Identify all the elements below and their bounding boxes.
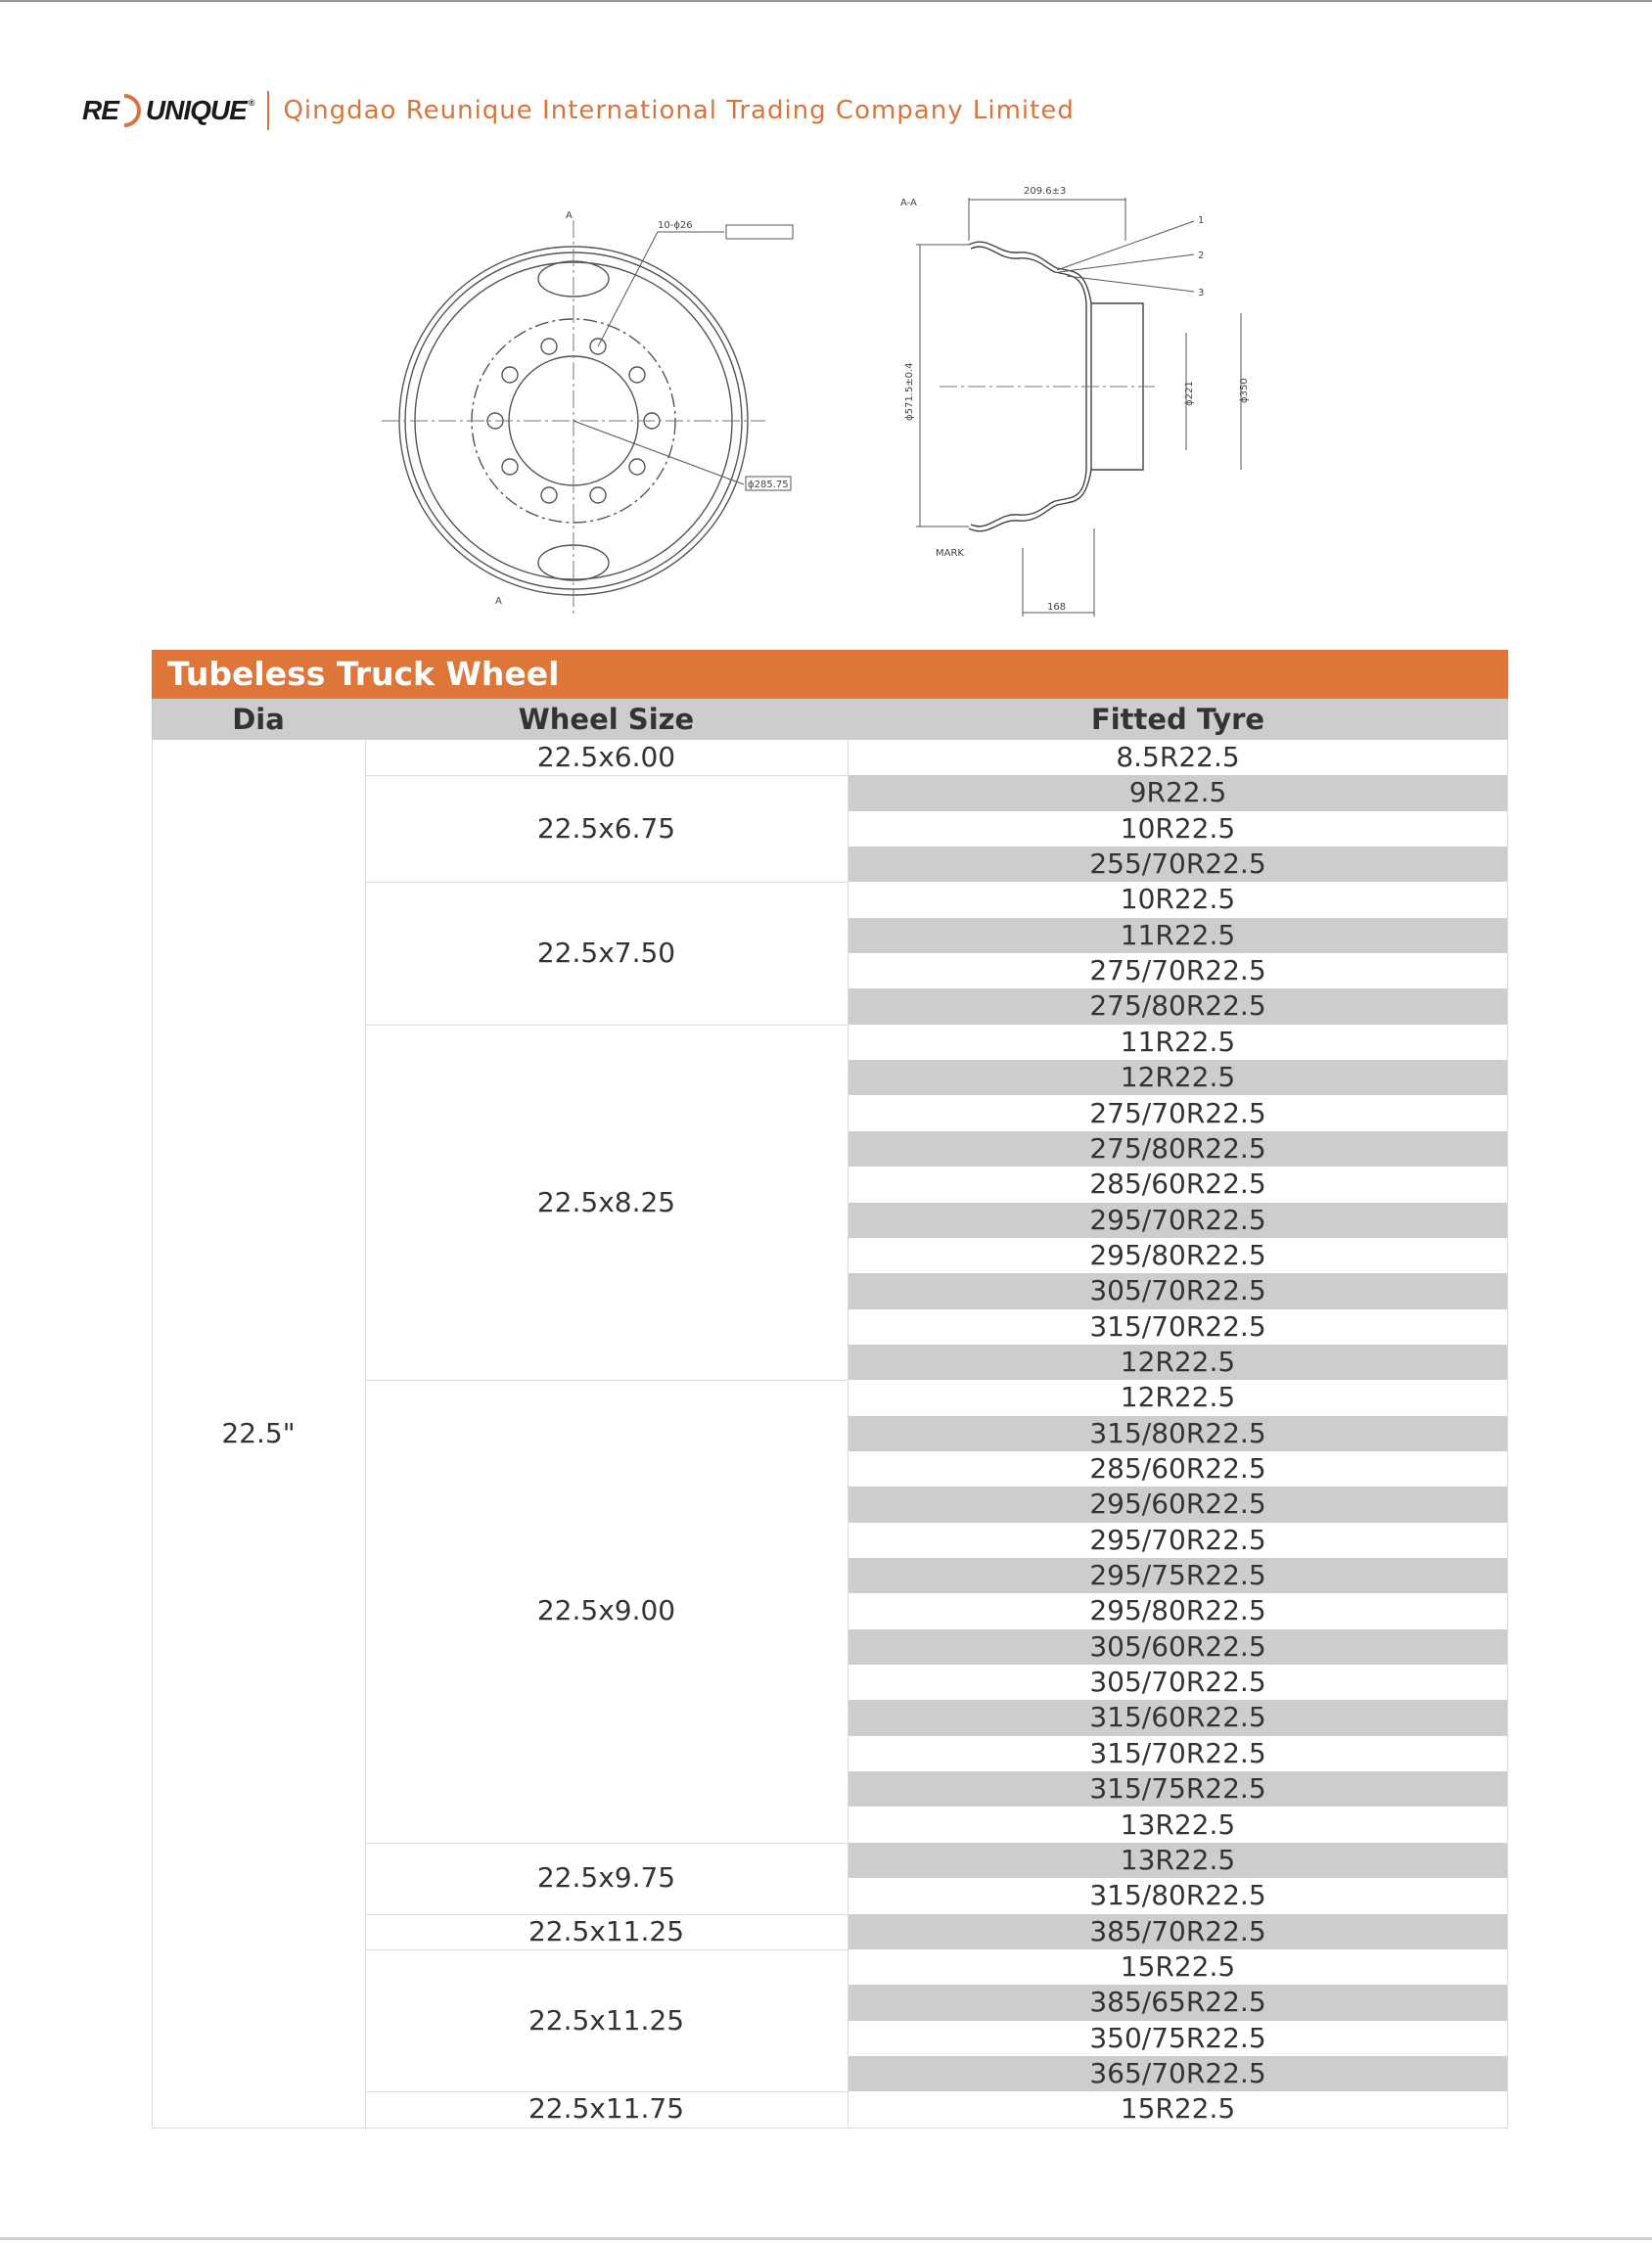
wheel-size-cell: 22.5x11.25 <box>528 1914 685 1947</box>
tyre-row: 275/80R22.5 <box>848 1131 1508 1167</box>
side-offset-dim: 168 <box>1047 602 1067 613</box>
tyre-row: 285/60R22.5 <box>1089 1167 1266 1201</box>
col-divider-left <box>152 740 153 2128</box>
tyre-row: 295/70R22.5 <box>848 1203 1508 1238</box>
side-outer-diameter: ϕ571.5±0.4 <box>904 362 915 421</box>
tyre-row: 12R22.5 <box>1120 1381 1236 1414</box>
logo-text-right: UNIQUE <box>145 95 247 125</box>
front-holes-label: 10-ϕ26 <box>658 220 693 231</box>
wheel-size-cell: 22.5x9.00 <box>536 1594 676 1627</box>
tyre-row: 295/80R22.5 <box>1089 1238 1266 1271</box>
company-logo <box>82 94 253 127</box>
tyre-row: 11R22.5 <box>848 918 1508 953</box>
tyre-row: 13R22.5 <box>848 1843 1508 1878</box>
header-wheel-size <box>365 699 848 740</box>
wheel-size-cell: 22.5x6.75 <box>536 812 676 846</box>
tyre-row: 305/60R22.5 <box>848 1629 1508 1665</box>
group-divider <box>365 1949 848 1950</box>
tyre-row: 295/80R22.5 <box>1089 1594 1266 1627</box>
tyre-row: 15R22.5 <box>1120 1949 1236 1983</box>
tyre-row: 9R22.5 <box>848 775 1508 810</box>
tyre-row: 315/60R22.5 <box>848 1700 1508 1735</box>
dia-cell: 22.5" <box>221 1417 296 1449</box>
group-divider <box>365 2091 848 2092</box>
callout-3: 3 <box>1198 288 1205 298</box>
group-divider <box>365 1025 848 1026</box>
tyre-row: 295/75R22.5 <box>848 1558 1508 1593</box>
table-title: Tubeless Truck Wheel <box>167 655 560 693</box>
tyre-row: 285/60R22.5 <box>1089 1452 1266 1485</box>
bottom-rule <box>0 2237 1652 2240</box>
header-dia <box>152 699 365 740</box>
tyre-row: 275/80R22.5 <box>848 988 1508 1024</box>
header-fitted-tyre <box>848 699 1508 740</box>
tyre-row: 365/70R22.5 <box>848 2056 1508 2091</box>
tyre-row: 295/60R22.5 <box>848 1487 1508 1522</box>
tyre-row: 13R22.5 <box>1120 1808 1236 1841</box>
tyre-row: 12R22.5 <box>848 1345 1508 1380</box>
page-header <box>82 86 1075 135</box>
tyre-row: 295/70R22.5 <box>1089 1523 1266 1556</box>
col-divider-1 <box>365 740 366 2128</box>
wheel-size-cell: 22.5x8.25 <box>536 1185 676 1218</box>
tyre-row: 10R22.5 <box>1120 811 1236 845</box>
tyre-row: 8.5R22.5 <box>1116 741 1240 773</box>
side-mark-label: MARK <box>936 548 964 559</box>
tyre-row: 11R22.5 <box>1120 1025 1236 1058</box>
logo-registered-mark: ® <box>248 98 254 108</box>
callout-2: 2 <box>1198 251 1205 261</box>
top-rule <box>0 0 1652 2</box>
group-divider <box>365 775 848 776</box>
tyre-row: 15R22.5 <box>1120 2092 1236 2126</box>
front-section-a-top: A <box>566 210 573 221</box>
col-divider-right <box>1507 740 1508 2128</box>
tyre-row: 315/80R22.5 <box>848 1416 1508 1451</box>
tyre-row: 385/65R22.5 <box>848 1985 1508 2020</box>
group-divider <box>365 1914 848 1915</box>
wheel-size-cell: 22.5x11.75 <box>528 2092 685 2126</box>
logo-text-left: RE <box>82 95 118 125</box>
group-divider <box>365 882 848 883</box>
header-wheel-size-label: Wheel Size <box>518 703 695 736</box>
tyre-row: 255/70R22.5 <box>848 847 1508 882</box>
tyre-row: 305/70R22.5 <box>848 1273 1508 1308</box>
col-divider-2 <box>848 740 849 2128</box>
wheel-front-view-drawing <box>372 201 803 621</box>
front-section-a-bottom: A <box>495 596 502 607</box>
wheel-size-cell: 22.5x11.25 <box>528 2003 685 2037</box>
tyre-row: 10R22.5 <box>1120 883 1236 916</box>
wheel-size-cell: 22.5x7.50 <box>536 937 676 970</box>
company-name: Qingdao Reunique International Trading Company Limited <box>283 96 1075 125</box>
table-bottom-border <box>152 2128 1508 2129</box>
tyre-row: 385/70R22.5 <box>848 1914 1508 1949</box>
side-width-dim: 209.6±3 <box>1024 186 1067 197</box>
side-bore-diameter: ϕ221 <box>1184 381 1195 406</box>
tyre-row: 315/70R22.5 <box>1089 1736 1266 1769</box>
side-350-diameter: ϕ350 <box>1239 378 1250 403</box>
header-dia-label: Dia <box>232 703 285 736</box>
tyre-row: 275/70R22.5 <box>1089 954 1266 987</box>
tyre-row: 275/70R22.5 <box>1089 1096 1266 1129</box>
tyre-row: 315/75R22.5 <box>848 1771 1508 1807</box>
header-divider <box>267 91 269 130</box>
tyre-row: 315/80R22.5 <box>1089 1879 1266 1912</box>
table-title-bar <box>152 650 1508 699</box>
tyre-row: 305/70R22.5 <box>1089 1666 1266 1699</box>
tyre-row: 12R22.5 <box>848 1060 1508 1095</box>
header-fitted-tyre-label: Fitted Tyre <box>1090 703 1265 736</box>
tyre-row: 350/75R22.5 <box>1089 2021 1266 2054</box>
group-divider <box>365 1843 848 1844</box>
wheel-section-view-drawing <box>881 176 1253 626</box>
group-divider <box>365 1380 848 1381</box>
callout-1: 1 <box>1198 215 1205 226</box>
side-section-label: A-A <box>900 198 917 208</box>
wheel-size-cell: 22.5x6.00 <box>536 741 676 773</box>
wheel-size-cell: 22.5x9.75 <box>536 1860 676 1894</box>
tyre-row: 315/70R22.5 <box>1089 1309 1266 1343</box>
front-pcd-label: ϕ285.75 <box>748 480 789 490</box>
logo-swoosh-icon <box>120 94 144 127</box>
